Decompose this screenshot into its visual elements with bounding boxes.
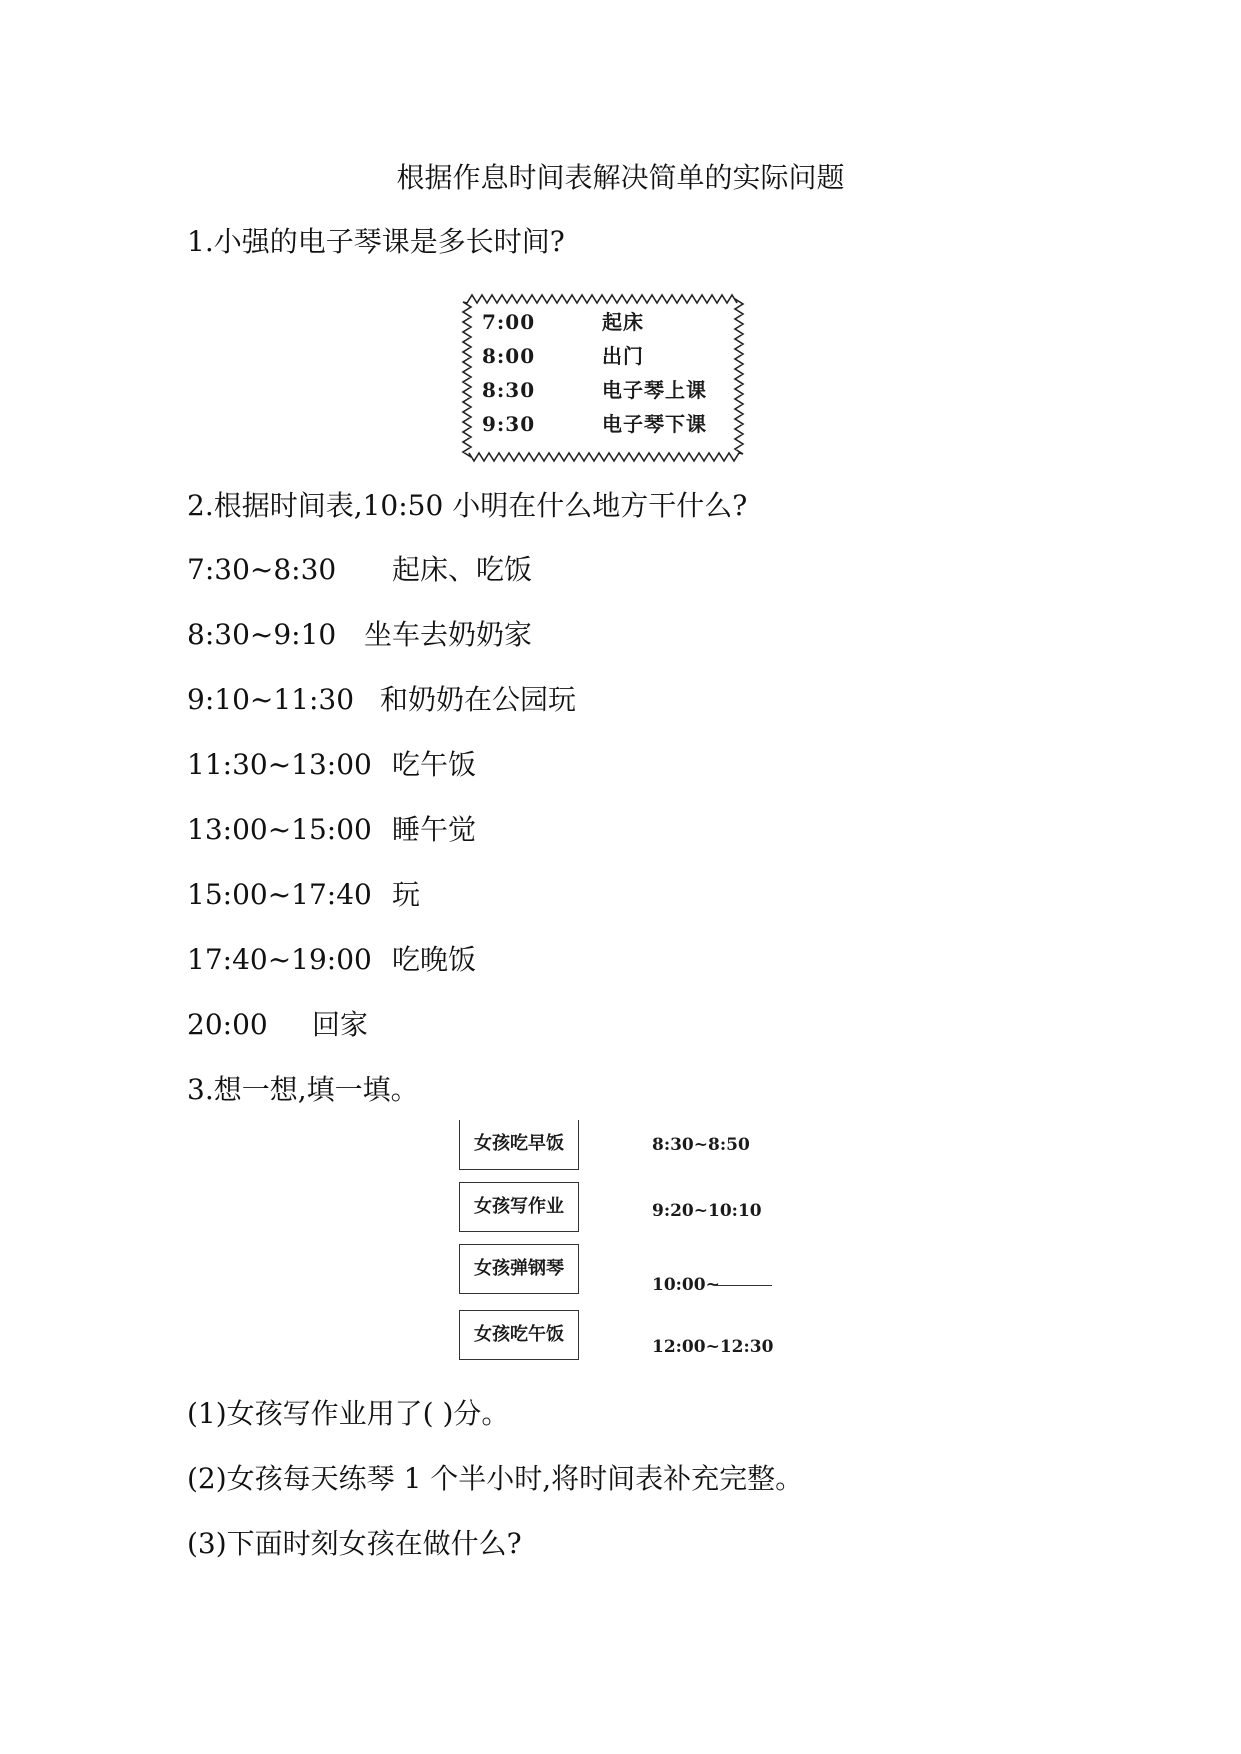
question-3: 3.想一想,填一填。 [187, 1073, 419, 1106]
question-2: 2.根据时间表,10:50 小明在什么地方干什么? [187, 489, 748, 522]
card-activity: 出门 [602, 344, 644, 368]
schedule-time: 9:10~11:30 [187, 683, 355, 716]
girl-schedule-figure [458, 1120, 798, 1370]
card-activity: 电子琴上课 [602, 378, 707, 402]
schedule-activity: 玩 [392, 878, 421, 911]
card-time: 7:00 [482, 310, 536, 334]
schedule-time: 8:30~9:10 [187, 618, 337, 651]
schedule-time: 17:40~19:00 [187, 943, 372, 976]
page-title: 根据作息时间表解决简单的实际问题 [396, 161, 845, 194]
question-1: 1.小强的电子琴课是多长时间? [187, 225, 565, 258]
schedule-activity: 坐车去奶奶家 [364, 618, 533, 651]
schedule-time: 11:30~13:00 [187, 748, 372, 781]
card-time: 9:30 [482, 412, 536, 436]
schedule-activity: 回家 [312, 1008, 369, 1041]
schedule-activity: 起床、吃饭 [392, 553, 533, 586]
schedule-activity: 吃晚饭 [392, 943, 477, 976]
schedule-time: 15:00~17:40 [187, 878, 372, 911]
activity-box: 女孩写作业 [459, 1182, 579, 1232]
activity-time: 10:00~ [652, 1275, 720, 1295]
activity-time: 9:20~10:10 [652, 1201, 762, 1221]
schedule-time: 13:00~15:00 [187, 813, 372, 846]
schedule-activity: 睡午觉 [392, 813, 477, 846]
schedule-activity: 吃午饭 [392, 748, 477, 781]
schedule-time: 7:30~8:30 [187, 553, 337, 586]
card-time: 8:00 [482, 344, 536, 368]
card-row [460, 407, 746, 441]
card-row [460, 373, 746, 407]
activity-box: 女孩吃午饭 [459, 1310, 579, 1360]
question-3-part-1: (1)女孩写作业用了( )分。 [187, 1397, 510, 1430]
schedule-card-figure [460, 292, 746, 464]
question-3-part-3: (3)下面时刻女孩在做什么? [187, 1527, 522, 1560]
answer-blank [714, 1285, 772, 1286]
card-time: 8:30 [482, 378, 536, 402]
schedule-activity: 和奶奶在公园玩 [380, 683, 577, 716]
activity-time: 12:00~12:30 [652, 1337, 774, 1357]
activity-box: 女孩吃早饭 [459, 1120, 579, 1170]
question-3-part-2: (2)女孩每天练琴 1 个半小时,将时间表补充完整。 [187, 1462, 804, 1495]
activity-time: 8:30~8:50 [652, 1135, 750, 1155]
schedule-time: 20:00 [187, 1008, 268, 1041]
card-row [460, 305, 746, 339]
activity-box: 女孩弹钢琴 [459, 1244, 579, 1294]
card-row [460, 339, 746, 373]
card-activity: 电子琴下课 [602, 412, 707, 436]
card-activity: 起床 [602, 310, 644, 334]
